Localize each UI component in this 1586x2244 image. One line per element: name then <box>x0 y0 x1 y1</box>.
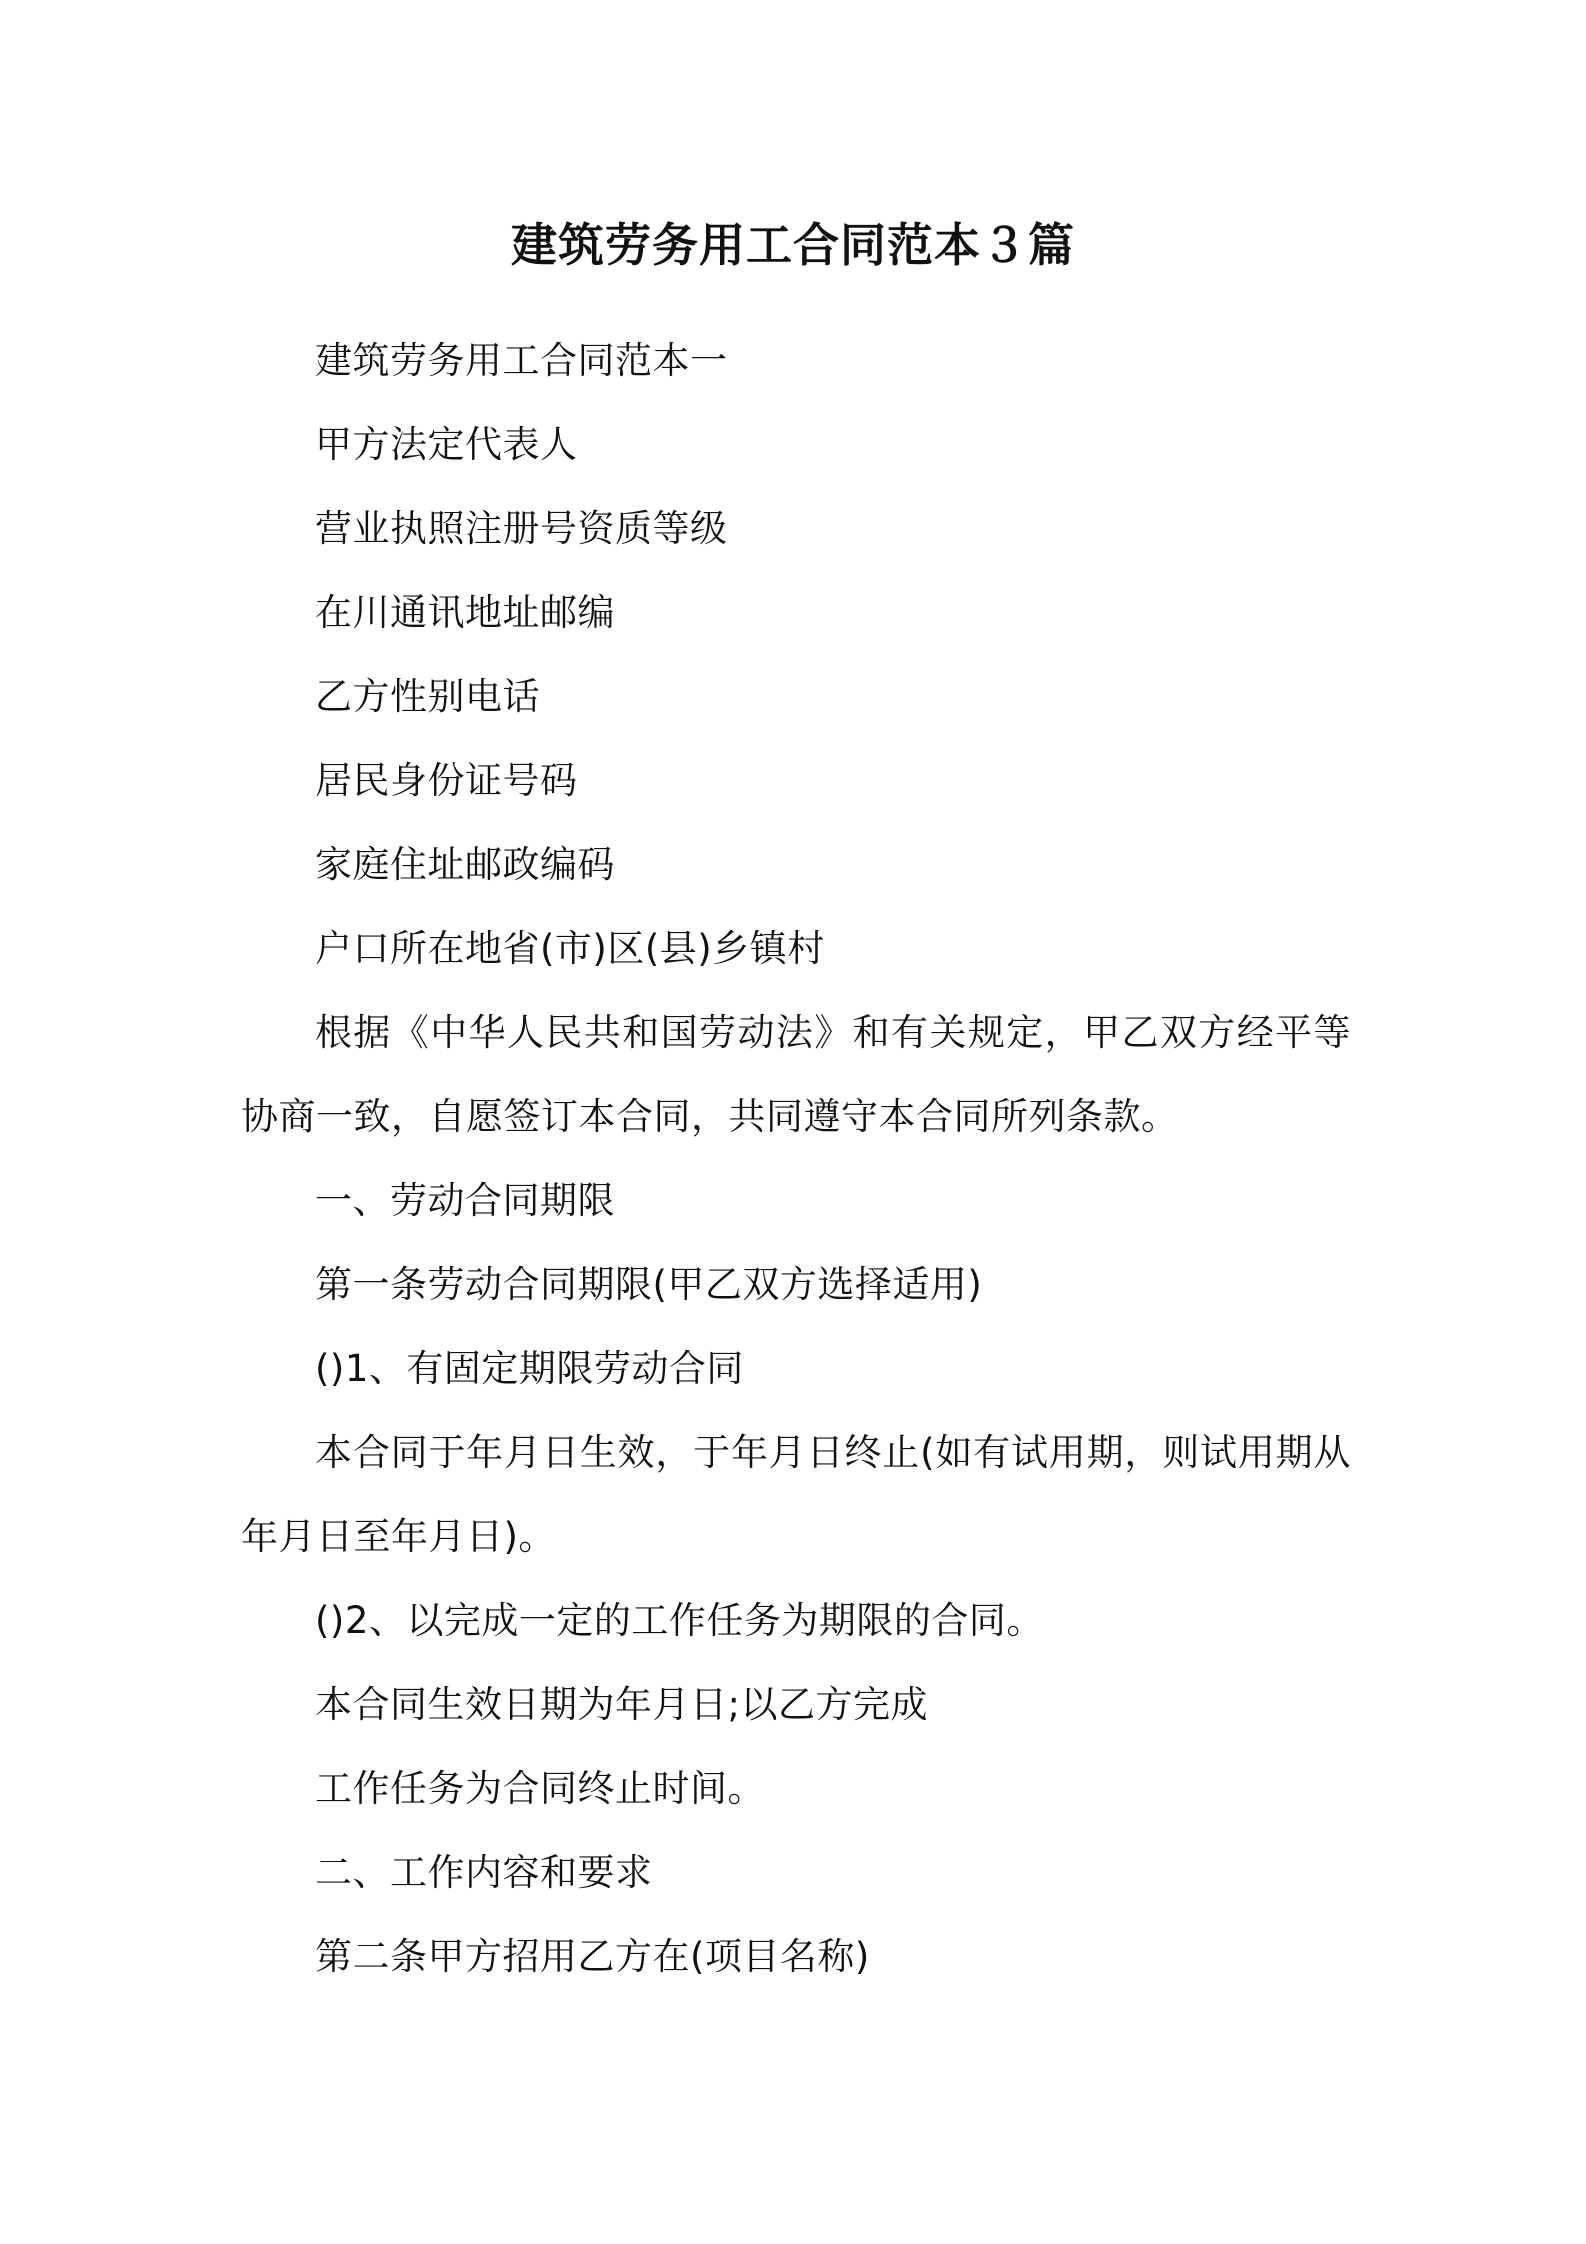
section-heading-work-content: 二、工作内容和要求 <box>315 1851 653 1894</box>
paragraph-task-termination: 工作任务为合同终止时间。 <box>315 1767 765 1810</box>
article-two: 第二条甲方招用乙方在(项目名称) <box>315 1935 870 1978</box>
paragraph-heading-contract-one: 建筑劳务用工合同范本一 <box>315 339 728 382</box>
option-task-based: ()2、以完成一定的工作任务为期限的合同。 <box>315 1599 1044 1642</box>
article-one: 第一条劳动合同期限(甲乙双方选择适用) <box>315 1263 983 1306</box>
document-title: 建筑劳务用工合同范本３篇 <box>511 218 1075 272</box>
document-body <box>241 319 1351 1999</box>
paragraph-business-license: 营业执照注册号资质等级 <box>315 507 728 550</box>
paragraph-fixed-term-dates: 本合同于年月日生效，于年月日终止(如有试用期，则试用期从年月日至年月日)。 <box>241 1431 1351 1558</box>
paragraph-task-effective-date: 本合同生效日期为年月日;以乙方完成 <box>315 1683 928 1726</box>
section-heading-contract-term: 一、劳动合同期限 <box>315 1179 615 1222</box>
paragraph-party-a-representative: 甲方法定代表人 <box>315 423 578 466</box>
option-fixed-term: ()1、有固定期限劳动合同 <box>315 1347 744 1390</box>
paragraph-id-number: 居民身份证号码 <box>315 759 578 802</box>
paragraph-legal-basis: 根据《中华人民共和国劳动法》和有关规定，甲乙双方经平等协商一致，自愿签订本合同，共同遵守本合同所列条款。 <box>241 1011 1351 1138</box>
paragraph-home-address: 家庭住址邮政编码 <box>315 843 615 886</box>
paragraph-party-b-info: 乙方性别电话 <box>315 675 540 718</box>
paragraph-sichuan-address: 在川通讯地址邮编 <box>315 591 615 634</box>
paragraph-household-registration: 户口所在地省(市)区(县)乡镇村 <box>315 927 825 970</box>
